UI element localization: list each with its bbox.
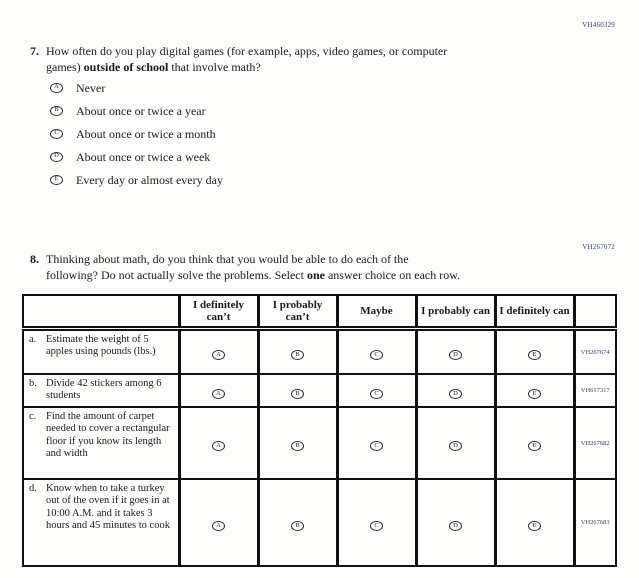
q8-row-c-bubble-d[interactable] bbox=[449, 441, 462, 451]
q8-response-grid bbox=[22, 294, 617, 567]
q8-row-d-bubble-a[interactable] bbox=[212, 521, 225, 531]
bubble-letter: A bbox=[216, 389, 221, 397]
row-text: Find the amount of carpet needed to cover a rectangular floor if you know its length and width bbox=[46, 411, 170, 459]
q8-row-c-bubble-c[interactable] bbox=[370, 441, 383, 451]
q8-row-a-bubble-b[interactable] bbox=[291, 350, 304, 360]
question-8-line2-post: answer choice on each row. bbox=[324, 268, 461, 282]
q8-row-b-cell-5 bbox=[495, 374, 574, 407]
question-8-line1: Thinking about math, do you think that you would be able to do each of the bbox=[46, 252, 409, 266]
q8-row-b-bubble-c[interactable] bbox=[370, 389, 383, 399]
q8-header-definitely-cant: I definitely can’t bbox=[179, 295, 258, 329]
q8-row-a-bubble-a[interactable] bbox=[212, 350, 225, 360]
q8-row-a-label-cell bbox=[23, 329, 179, 375]
q8-header-code-col bbox=[574, 295, 616, 329]
q8-row-d-bubble-d[interactable] bbox=[449, 521, 462, 531]
q7-bubble-a[interactable] bbox=[50, 83, 63, 93]
bubble-letter: A bbox=[54, 83, 59, 91]
question-8-line2-pre: following? Do not actually solve the problems. Select bbox=[46, 268, 307, 282]
q7-bubble-c[interactable] bbox=[50, 129, 63, 139]
row-text: Divide 42 stickers among 6 students bbox=[46, 378, 162, 402]
q8-row-b-bubble-a[interactable] bbox=[212, 389, 225, 399]
bubble-letter: C bbox=[374, 389, 379, 397]
q8-header-empty bbox=[23, 295, 179, 329]
q8-row-b-cell-4 bbox=[416, 374, 495, 407]
q8-row-c bbox=[23, 407, 616, 479]
q8-row-c-cell-3 bbox=[337, 407, 416, 479]
q8-row-d-cell-5 bbox=[495, 479, 574, 566]
bubble-letter: B bbox=[54, 106, 59, 114]
row-text: Estimate the weight of 5 apples using pounds (lbs.) bbox=[46, 334, 156, 358]
q8-row-d-bubble-c[interactable] bbox=[370, 521, 383, 531]
q8-row-b-cell-1 bbox=[179, 374, 258, 407]
bubble-letter: C bbox=[374, 521, 379, 529]
bubble-letter: A bbox=[216, 351, 221, 358]
q8-row-b-cell-3 bbox=[337, 374, 416, 407]
q8-row-a-cell-1 bbox=[179, 329, 258, 375]
row-letter: b. bbox=[29, 378, 37, 389]
bubble-letter: A bbox=[216, 521, 221, 529]
q8-row-d-code: VH267683 bbox=[574, 479, 616, 566]
question-7-line2 bbox=[46, 59, 447, 75]
q8-row-d-bubble-b[interactable] bbox=[291, 521, 304, 531]
bubble-letter: E bbox=[532, 521, 537, 529]
q8-row-a-bubble-e[interactable] bbox=[528, 350, 541, 360]
bubble-letter: B bbox=[295, 351, 300, 358]
question-7-line2-pre: games) bbox=[46, 60, 84, 74]
q8-row-c-bubble-b[interactable] bbox=[291, 441, 304, 451]
q7-bubble-b[interactable] bbox=[50, 106, 63, 116]
q7-option-label: About once or twice a week bbox=[76, 149, 211, 164]
q7-option-never bbox=[50, 81, 447, 94]
q8-row-d-cell-3 bbox=[337, 479, 416, 566]
q7-option-year bbox=[50, 104, 447, 117]
bubble-letter: E bbox=[532, 389, 537, 397]
q7-option-month bbox=[50, 127, 447, 140]
q8-row-a-bubble-c[interactable] bbox=[370, 350, 383, 360]
q8-row-b-cell-2 bbox=[258, 374, 337, 407]
question-8 bbox=[30, 251, 460, 283]
row-letter: a. bbox=[29, 334, 37, 345]
q8-row-b-bubble-b[interactable] bbox=[291, 389, 304, 399]
q7-option-label: About once or twice a month bbox=[76, 126, 216, 141]
bubble-letter: D bbox=[453, 442, 458, 449]
q8-header-definitely-can: I definitely can bbox=[495, 295, 574, 329]
question-8-line2-bold: one bbox=[306, 268, 325, 282]
question-7-number: 7. bbox=[30, 44, 39, 58]
question-8-text bbox=[46, 251, 460, 283]
q8-header-maybe: Maybe bbox=[337, 295, 416, 329]
item-code-q8: VH267672 bbox=[582, 243, 615, 251]
row-letter: c. bbox=[29, 411, 37, 422]
bubble-letter: B bbox=[295, 389, 300, 397]
q7-option-label: Every day or almost every day bbox=[76, 172, 223, 187]
row-letter: d. bbox=[29, 483, 37, 494]
question-7-line2-post: that involve math? bbox=[168, 60, 261, 74]
q8-row-d-cell-1 bbox=[179, 479, 258, 566]
q8-row-c-bubble-a[interactable] bbox=[212, 441, 225, 451]
q8-row-a-cell-2 bbox=[258, 329, 337, 375]
q7-bubble-e[interactable] bbox=[50, 175, 63, 185]
q8-row-a-cell-5 bbox=[495, 329, 574, 375]
q8-row-c-cell-2 bbox=[258, 407, 337, 479]
q8-row-a-code: VH267674 bbox=[574, 329, 616, 375]
q8-row-a-cell-4 bbox=[416, 329, 495, 375]
bubble-letter: D bbox=[54, 152, 59, 160]
bubble-letter: D bbox=[453, 521, 458, 529]
q8-row-c-cell-5 bbox=[495, 407, 574, 479]
q8-row-d-label-cell bbox=[23, 479, 179, 566]
question-7-line2-bold: outside of school bbox=[83, 60, 169, 74]
q7-option-week bbox=[50, 150, 447, 163]
q7-option-label: Never bbox=[76, 80, 106, 95]
row-text: Know when to take a turkey out of the oven if it goes in at 10:00 A.M. and it takes 3 hours and 45 minutes to cook bbox=[46, 483, 170, 531]
q7-option-everyday bbox=[50, 173, 447, 186]
bubble-letter: B bbox=[295, 521, 300, 529]
q8-row-b-bubble-e[interactable] bbox=[528, 389, 541, 399]
bubble-letter: E bbox=[54, 175, 59, 183]
q8-header-row bbox=[23, 295, 616, 329]
q8-row-b-bubble-d[interactable] bbox=[449, 389, 462, 399]
q8-row-b-label-cell bbox=[23, 374, 179, 407]
q8-row-c-label-cell bbox=[23, 407, 179, 479]
bubble-letter: E bbox=[532, 351, 537, 358]
question-8-line2 bbox=[46, 267, 460, 283]
q8-row-d-bubble-e[interactable] bbox=[528, 521, 541, 531]
q7-option-label: About once or twice a year bbox=[76, 103, 206, 118]
bubble-letter: B bbox=[295, 442, 300, 449]
q8-row-c-bubble-e[interactable] bbox=[528, 441, 541, 451]
bubble-letter: D bbox=[453, 389, 458, 397]
q8-row-d-cell-2 bbox=[258, 479, 337, 566]
bubble-letter: D bbox=[453, 351, 458, 358]
q7-options bbox=[50, 81, 447, 186]
question-8-number: 8. bbox=[30, 252, 39, 266]
q8-row-a-cell-3 bbox=[337, 329, 416, 375]
q8-row-b-code: VH617317 bbox=[574, 374, 616, 407]
question-7-line1: How often do you play digital games (for example, apps, video games, or computer bbox=[46, 44, 448, 58]
q8-row-b bbox=[23, 374, 616, 407]
q8-header-probably-can: I probably can bbox=[416, 295, 495, 329]
q8-row-c-cell-4 bbox=[416, 407, 495, 479]
q8-row-d bbox=[23, 479, 616, 566]
q8-row-a bbox=[23, 329, 616, 375]
item-code-q7: VH460329 bbox=[582, 21, 615, 29]
bubble-letter: C bbox=[374, 351, 379, 358]
q8-row-a-bubble-d[interactable] bbox=[449, 350, 462, 360]
question-7 bbox=[30, 43, 447, 196]
question-7-text bbox=[46, 43, 447, 196]
bubble-letter: E bbox=[532, 442, 537, 449]
q8-header-probably-cant: I probably can’t bbox=[258, 295, 337, 329]
q7-bubble-d[interactable] bbox=[50, 152, 63, 162]
bubble-letter: C bbox=[374, 442, 379, 449]
q8-row-c-cell-1 bbox=[179, 407, 258, 479]
bubble-letter: A bbox=[216, 442, 221, 449]
q8-row-c-code: VH267682 bbox=[574, 407, 616, 479]
bubble-letter: C bbox=[54, 129, 59, 137]
q8-row-d-cell-4 bbox=[416, 479, 495, 566]
